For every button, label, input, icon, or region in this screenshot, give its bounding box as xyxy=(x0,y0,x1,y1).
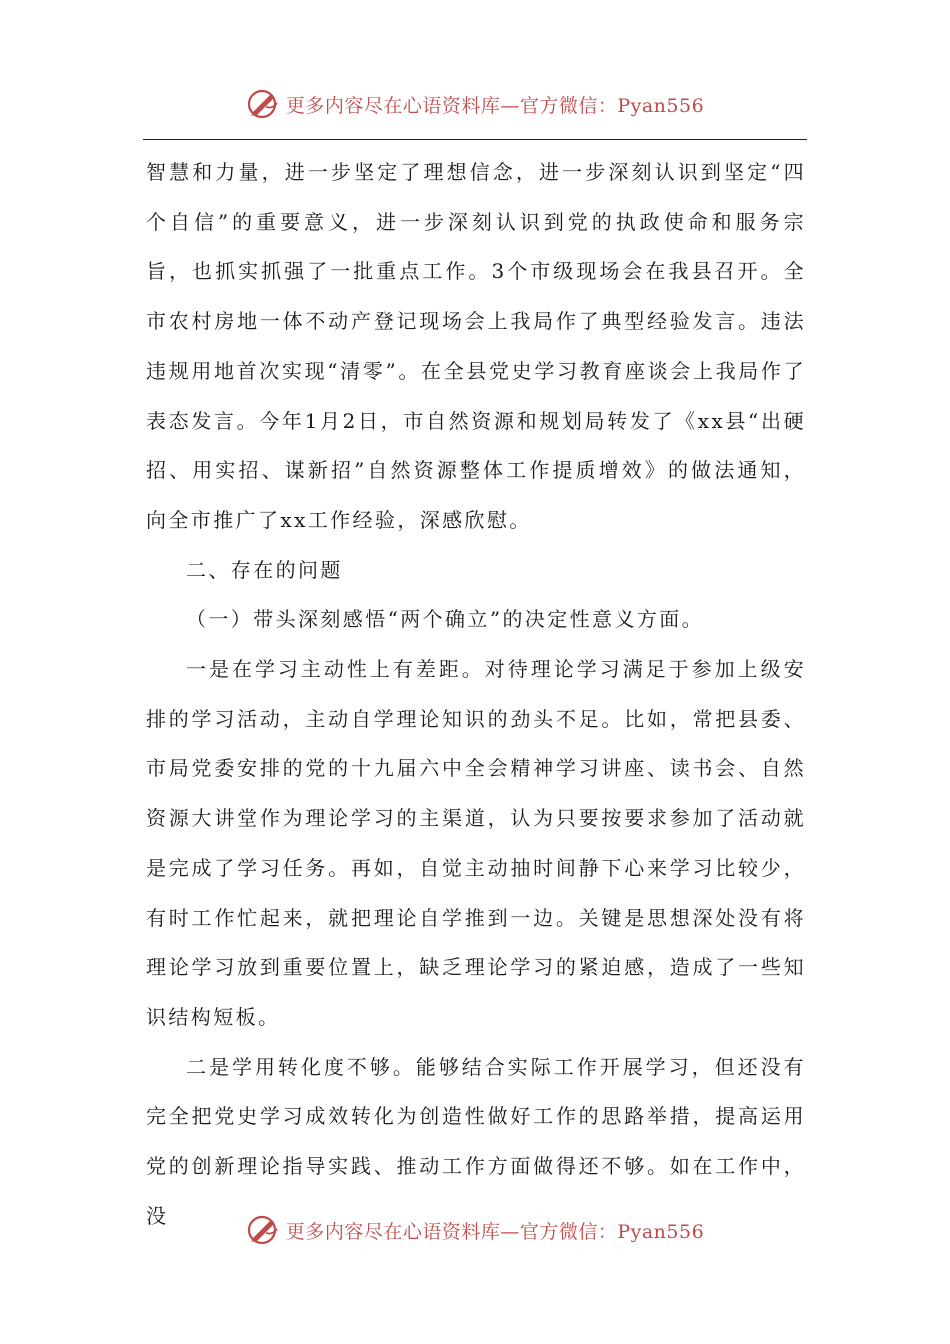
document-body xyxy=(146,148,806,1241)
footer-banner xyxy=(0,1210,950,1250)
header-banner-text: 更多内容尽在心语资料库—官方微信：Pyan556 xyxy=(285,94,705,117)
paragraph-point-one: 一是在学习主动性上有差距。对待理论学习满足于参加上级安排的学习活动，主动自学理论知识的劲头不足。比如，常把县委、市局党委安排的党的十九届六中全会精神学习讲座、读书会、自然资源大讲堂作为理论学习的主渠道，认为只要按要求参加了活动就是完成了学习任务。再如，自觉主动抽时间静下心来学习比较少，有时工作忙起来，就把理论自学推到一边。关键是思想深处没有将理论学习放到重要位置上，缺乏理论学习的紧迫感，造成了一些知识结构短板。 xyxy=(146,657,806,1029)
header-banner xyxy=(0,84,950,124)
footer-banner-text: 更多内容尽在心语资料库—官方微信：Pyan556 xyxy=(285,1220,705,1243)
pen-emblem-icon xyxy=(246,1213,280,1247)
paragraph-point-two: 二是学用转化度不够。能够结合实际工作开展学习，但还没有完全把党史学习成效转化为创造性做好工作的思路举措，提高运用党的创新理论指导实践、推动工作方面做得还不够。如在工作中，没 xyxy=(146,1054,806,1228)
paragraph-continuation: 智慧和力量，进一步坚定了理想信念，进一步深刻认识到坚定“四个自信”的重要意义，进一步深刻认识到党的执政使命和服务宗旨，也抓实抓强了一批重点工作。3个市级现场会在我县召开。全市农村房地一体不动产登记现场会上我局作了典型经验发言。违法违规用地首次实现“清零”。在全县党史学习教育座谈会上我局作了表态发言。今年1月2日，市自然资源和规划局转发了《xx县“出硬招、用实招、谋新招”自然资源整体工作提质增效》的做法通知，向全市推广了xx工作经验，深感欣慰。 xyxy=(146,160,806,532)
section-heading-problems: 二、存在的问题 xyxy=(186,557,343,582)
header-divider xyxy=(143,139,807,140)
subsection-heading: （一）带头深刻感悟“两个确立”的决定性意义方面。 xyxy=(186,607,705,632)
pen-emblem-icon xyxy=(246,87,280,121)
